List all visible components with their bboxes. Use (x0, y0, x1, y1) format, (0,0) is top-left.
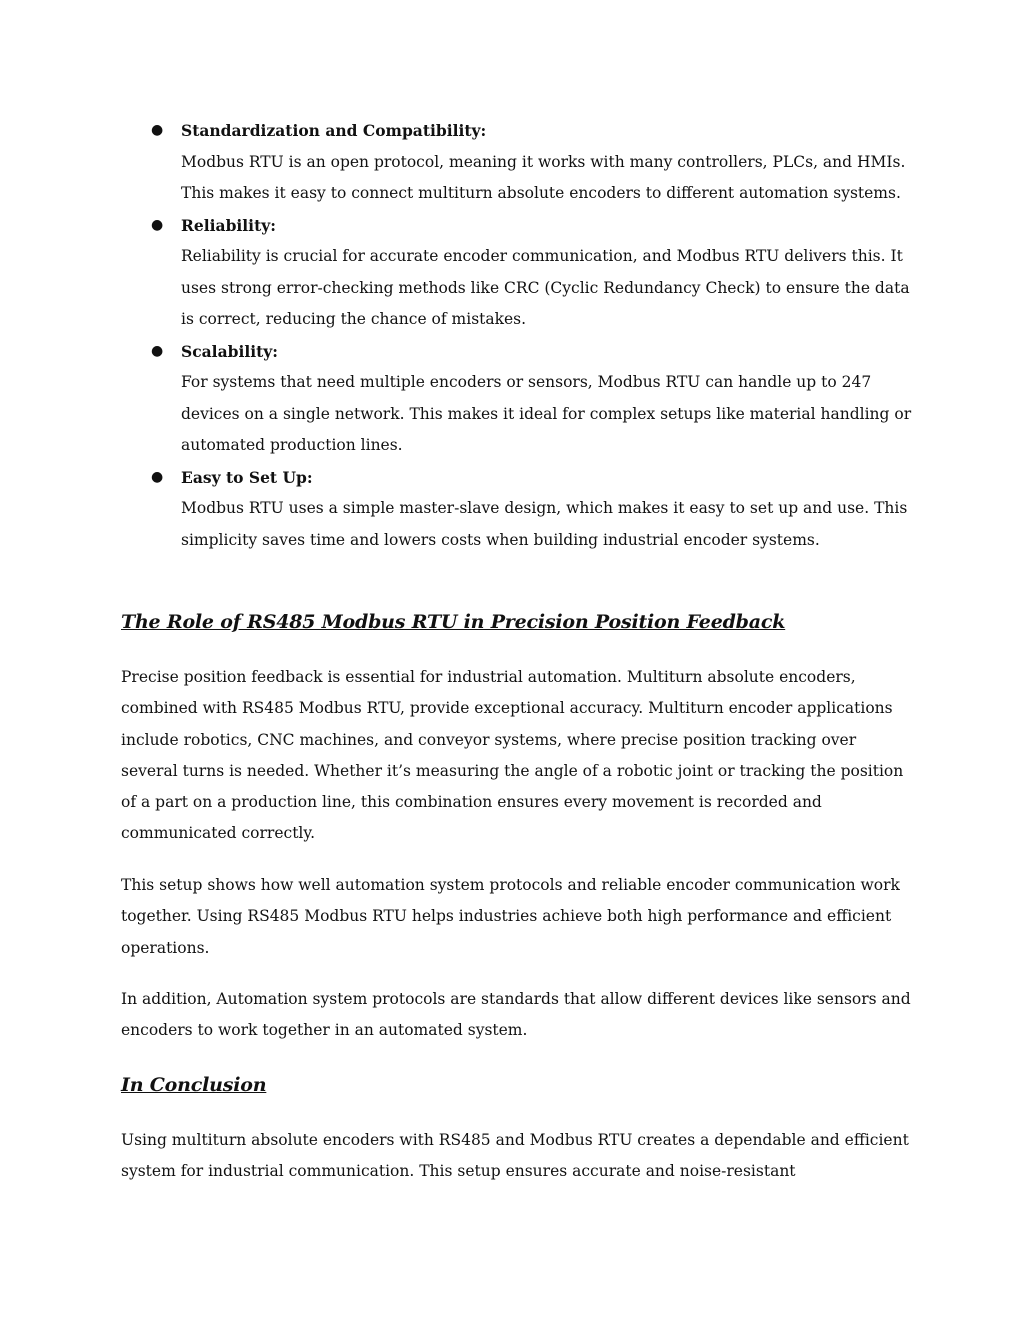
bullet-standardization (121, 115, 921, 210)
bullet-icon: ● (151, 122, 164, 138)
paragraph-conclusion: Using multiturn absolute encoders with RS485 and Modbus RTU creates a dependable and efficient system for industrial communication. This setup ensures accurate and noise-resistant (121, 1131, 909, 1181)
section-heading-role: The Role of RS485 Modbus RTU in Precision Position Feedback (121, 611, 786, 633)
bullet-scalability (121, 336, 921, 462)
feature-bullet-list (121, 115, 921, 556)
bullet-title: Easy to Set Up: (181, 467, 313, 487)
bullet-icon: ● (151, 342, 164, 359)
paragraph-in-addition: In addition, Automation system protocols are standards that allow different devices like sensors and encoders to work together in an automated system. (121, 990, 911, 1040)
paragraph-setup-shows: This setup shows how well automation system protocols and reliable encoder communication work together. Using RS485 Modbus RTU helps industries achieve both high performance and efficient operations. (121, 876, 900, 957)
bullet-icon: ● (151, 216, 164, 233)
bullet-title: Reliability: (181, 215, 276, 235)
bullet-body: Modbus RTU is an open protocol, meaning it works with many controllers, PLCs, and HMIs. This makes it easy to connect multiturn absolute encoders to different automation systems. (181, 152, 906, 202)
section-heading-conclusion: In Conclusion (121, 1074, 267, 1096)
bullet-body: Modbus RTU uses a simple master-slave design, which makes it easy to set up and use. This simplicity saves time and lowers costs when building industrial encoder systems. (181, 499, 908, 549)
bullet-title: Standardization and Compatibility: (181, 121, 487, 140)
bullet-reliability (121, 210, 921, 336)
bullet-icon: ● (151, 468, 164, 485)
bullet-title: Scalability: (181, 341, 278, 361)
bullet-body: Reliability is crucial for accurate encoder communication, and Modbus RTU delivers this. It uses strong error-checking methods like CRC (Cyclic Redundancy Check) to ensure the data is correct, reducing the chance of mistakes. (181, 247, 910, 328)
bullet-body: For systems that need multiple encoders or sensors, Modbus RTU can handle up to 247 devices on a single network. This makes it ideal for complex setups like material handling or automated production lines. (181, 373, 912, 454)
paragraph-precision-feedback: Precise position feedback is essential for industrial automation. Multiturn absolute encoders, combined with RS485 Modbus RTU, provide exceptional accuracy. Multiturn encoder applications include robotics, CNC machines, and conveyor systems, where precise position tracking over several turns is needed. Whether it’s measuring the angle of a robotic joint or tracking the position of a part on a production line, this combination ensures every movement is recorded and communicated correctly. (121, 668, 904, 843)
bullet-easy-setup (121, 462, 921, 557)
